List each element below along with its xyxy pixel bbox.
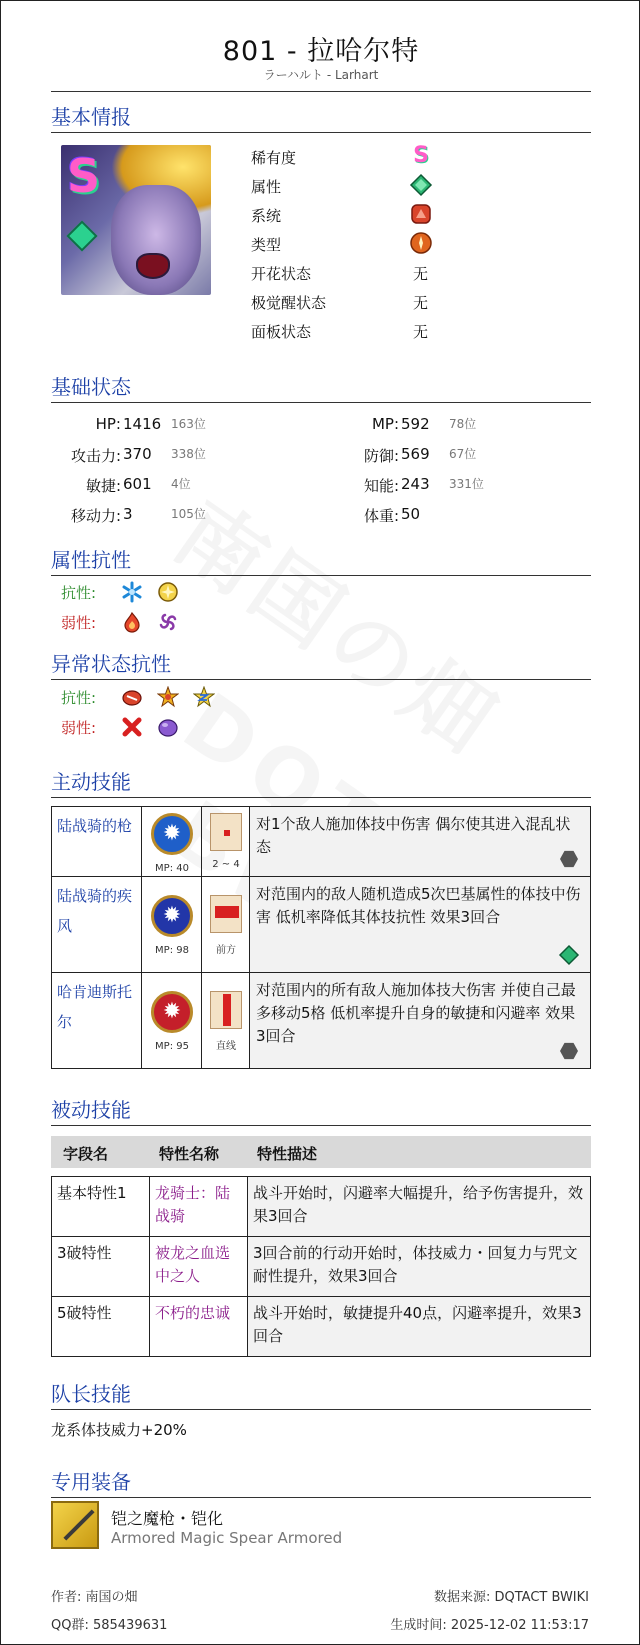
passive-desc: 战斗开始时，敏捷提升40点，闪避率提升，效果3回合 [248, 1297, 591, 1357]
stat-value-defense: 569 [401, 445, 430, 463]
page-title: 801 - 拉哈尔特 [222, 36, 420, 67]
portrait-gem-icon [66, 220, 97, 251]
skill-desc: 对范围内的所有敌人施加体技大伤害 并使自己最多移动5格 低机率提升自身的敏捷和闪避率 效果3回合 [256, 981, 576, 1045]
passive-skills-table [51, 1176, 591, 1357]
section-heading-leader-skill: 队长技能 [51, 1378, 591, 1410]
skill-name: 陆战骑的疾风 [52, 877, 142, 973]
attack-type-icon [409, 231, 433, 255]
stat-label-attack: 攻击力: [70, 447, 121, 465]
status-resist-label: 抗性: [61, 689, 97, 707]
section-heading-status-resist: 异常状态抗性 [51, 648, 591, 680]
skill-mp: MP: 98 [155, 945, 189, 956]
stat-value-agility: 601 [123, 475, 152, 493]
column-header: 字段名 [63, 1145, 109, 1163]
skill-mp: MP: 40 [155, 863, 189, 874]
rarity-s-icon: S [413, 143, 429, 168]
active-skills-table [51, 806, 591, 1069]
skill-range: 前方 [216, 945, 236, 956]
physical-hex-icon [560, 850, 578, 868]
passive-field: 5破特性 [52, 1297, 150, 1357]
stat-label-move: 移动力: [70, 507, 121, 525]
skill-desc-cell [250, 877, 591, 973]
rarity-badge: S [67, 149, 101, 203]
equipment-name-en: Armored Magic Spear Armored [111, 1529, 343, 1547]
section-heading-element-resist: 属性抗性 [51, 544, 591, 576]
status-weak-label: 弱性: [61, 719, 97, 737]
passive-name: 被龙之血选中之人 [150, 1237, 248, 1297]
dragon-family-icon [409, 202, 433, 226]
info-row-awakening [251, 288, 551, 316]
stat-rank-agility: 4位 [171, 477, 191, 491]
skill-desc: 对范围内的敌人随机造成5次巴基属性的体技中伤害 低机率降低其体技抗性 效果3回合 [256, 885, 581, 926]
stat-value-wisdom: 243 [401, 475, 430, 493]
info-label: 极觉醒状态 [251, 294, 327, 312]
title-divider [51, 91, 591, 92]
skill-orb-icon [151, 895, 193, 937]
skill-mp: MP: 95 [155, 1041, 189, 1052]
stun-icon [157, 686, 179, 708]
poison-icon [157, 716, 179, 738]
skill-range-cell [202, 807, 250, 877]
wind-element-icon [409, 173, 433, 197]
fire-icon [121, 611, 143, 633]
stat-rank-attack: 338位 [171, 447, 206, 461]
info-label: 类型 [251, 236, 282, 254]
skill-range: 2 ~ 4 [212, 859, 240, 870]
stat-rank-hp: 163位 [171, 417, 206, 431]
passive-table-header [51, 1136, 591, 1168]
wind-element-icon [558, 944, 580, 966]
stat-label-defense: 防御: [363, 447, 399, 465]
table-row [52, 1297, 591, 1357]
table-row [52, 973, 591, 1069]
stat-label-hp: HP: [95, 415, 121, 433]
skill-orb-icon [151, 813, 193, 855]
info-row-rarity [251, 143, 551, 171]
stat-rank-defense: 67位 [449, 447, 477, 461]
physical-hex-icon [560, 1042, 578, 1060]
stat-value-move: 3 [123, 505, 133, 523]
passive-name: 龙骑士：陆战骑 [150, 1177, 248, 1237]
ice-icon [121, 581, 143, 603]
info-label: 面板状态 [251, 323, 312, 341]
info-value: 无 [413, 323, 429, 341]
element-weak-label: 弱性: [61, 614, 97, 632]
sleep-icon [193, 686, 215, 708]
skill-icon-cell [142, 877, 202, 973]
skill-icon-cell [142, 973, 202, 1069]
stat-value-attack: 370 [123, 445, 152, 463]
section-heading-equipment: 专用装备 [51, 1466, 591, 1498]
column-header: 特性名称 [159, 1145, 220, 1163]
skill-icon-cell [142, 807, 202, 877]
footer-qq: QQ群: 585439631 [51, 1618, 168, 1633]
skill-range-cell [202, 877, 250, 973]
skill-name: 陆战骑的枪 [52, 807, 142, 877]
stat-label-weight: 体重: [363, 507, 399, 525]
info-label: 稀有度 [251, 149, 297, 167]
section-heading-stats: 基础状态 [51, 371, 591, 403]
passive-field: 基本特性1 [52, 1177, 150, 1237]
info-value: 无 [413, 265, 429, 283]
footer-author: 作者: 南国の畑 [51, 1590, 138, 1605]
stat-value-mp: 592 [401, 415, 430, 433]
info-value: 无 [413, 294, 429, 312]
passive-name: 不朽的忠诚 [150, 1297, 248, 1357]
portrait-mouth [136, 253, 170, 279]
section-heading-basic-info: 基本情报 [51, 101, 591, 133]
stat-label-agility: 敏捷: [85, 477, 121, 495]
info-row-type [251, 230, 551, 258]
info-label: 属性 [251, 178, 282, 196]
skill-orb-icon [151, 991, 193, 1033]
stat-rank-mp: 78位 [449, 417, 477, 431]
skill-desc-cell [250, 807, 591, 877]
element-resist-label: 抗性: [61, 584, 97, 602]
leader-skill-text: 龙系体技威力+20% [51, 1421, 187, 1439]
spear-icon [51, 1501, 99, 1549]
range-grid-icon [210, 991, 242, 1029]
stat-rank-wisdom: 331位 [449, 477, 484, 491]
character-portrait [61, 145, 211, 295]
seal-icon [121, 716, 143, 738]
page-subtitle: ラーハルト - Larhart [263, 68, 379, 82]
wind-icon [157, 611, 179, 633]
attack-down-icon [121, 686, 143, 708]
equipment-name: 铠之魔枪・铠化 [111, 1509, 224, 1528]
passive-desc: 战斗开始时，闪避率大幅提升，给予伤害提升，效果3回合 [248, 1177, 591, 1237]
info-row-family [251, 201, 551, 229]
range-grid-icon [210, 813, 242, 851]
skill-range-cell [202, 973, 250, 1069]
skill-range: 直线 [216, 1041, 236, 1052]
footer-generated: 生成时间: 2025-12-02 11:53:17 [390, 1618, 589, 1633]
skill-desc-cell [250, 973, 591, 1069]
table-row [52, 877, 591, 973]
column-header: 特性描述 [257, 1145, 318, 1163]
info-label: 系统 [251, 207, 282, 225]
passive-desc: 3回合前的行动开始时，体技威力・回复力与咒文耐性提升，效果3回合 [248, 1237, 591, 1297]
info-label: 开花状态 [251, 265, 312, 283]
info-row-panel [251, 317, 551, 345]
section-heading-active-skills: 主动技能 [51, 766, 591, 798]
skill-desc: 对1个敌人施加体技中伤害 偶尔使其进入混乱状态 [256, 815, 571, 856]
info-row-element [251, 172, 551, 200]
section-heading-passive-skills: 被动技能 [51, 1094, 591, 1126]
stat-value-weight: 50 [401, 505, 421, 523]
stat-value-hp: 1416 [123, 415, 162, 433]
info-row-bloom [251, 259, 551, 287]
footer-source: 数据来源: DQTACT BWIKI [433, 1590, 589, 1605]
stat-label-mp: MP: [371, 415, 399, 433]
passive-field: 3破特性 [52, 1237, 150, 1297]
stat-label-wisdom: 知能: [363, 477, 399, 495]
range-grid-icon [210, 895, 242, 933]
skill-name: 哈肯迪斯托尔 [52, 973, 142, 1069]
table-row [52, 1177, 591, 1237]
light-icon [157, 581, 179, 603]
table-row [52, 807, 591, 877]
table-row [52, 1237, 591, 1297]
stat-rank-move: 105位 [171, 507, 206, 521]
